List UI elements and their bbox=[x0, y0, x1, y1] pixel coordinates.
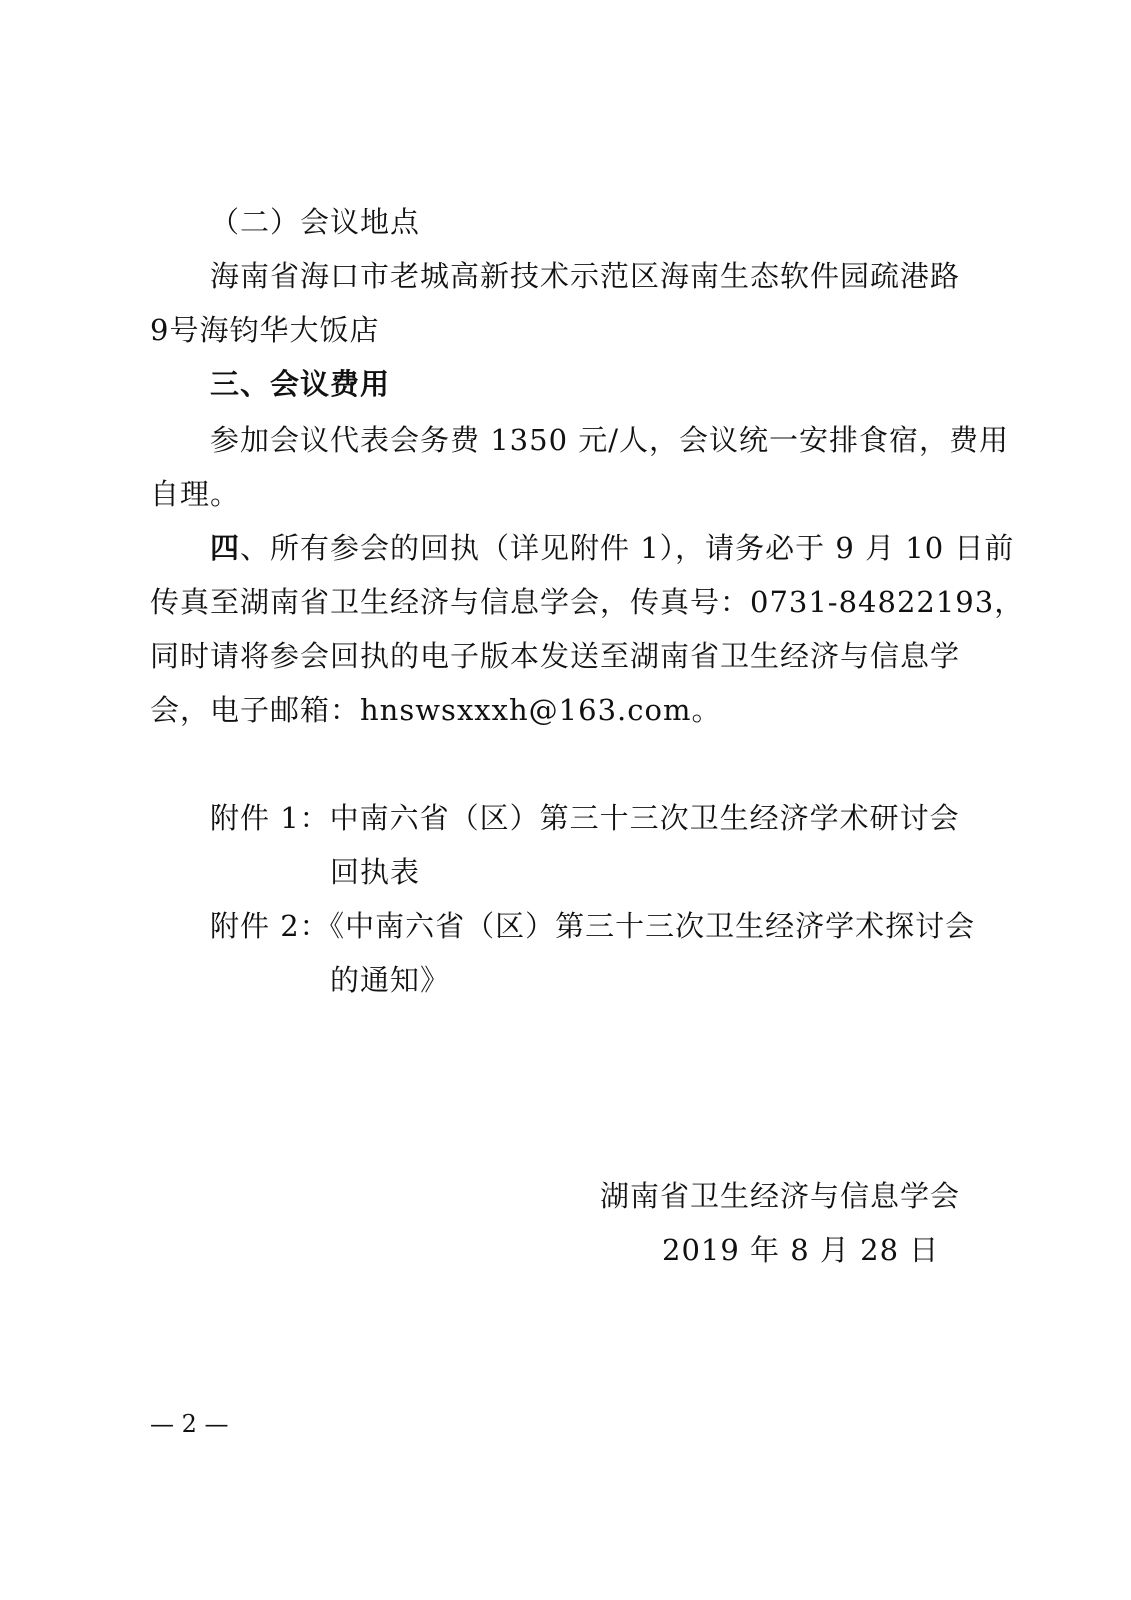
attachment-2-line-1: 附件 2：《中南六省（区）第三十三次卫生经济学术探讨会 bbox=[210, 909, 976, 943]
attachment-2-line-2: 的通知》 bbox=[330, 963, 451, 997]
attachment-1-line-2: 回执表 bbox=[330, 855, 421, 889]
page-number: — 2 — bbox=[150, 1410, 229, 1438]
section2-heading: （二）会议地点 bbox=[210, 205, 421, 239]
attachment-1-line-1: 附件 1：中南六省（区）第三十三次卫生经济学术研讨会 bbox=[210, 801, 960, 835]
address-line-1: 海南省海口市老城高新技术示范区海南生态软件园疏港路 bbox=[210, 259, 961, 293]
address-line-2: 9号海钧华大饭店 bbox=[150, 313, 380, 347]
signature-date: 2019 年 8 月 28 日 bbox=[662, 1233, 940, 1267]
section4-heading: 四 bbox=[210, 531, 241, 565]
receipt-text-line-1: 、所有参会的回执（详见附件 1），请务必于 9 月 10 日前 bbox=[240, 531, 1015, 565]
signature-organization: 湖南省卫生经济与信息学会 bbox=[600, 1179, 961, 1213]
fee-line-2: 自理。 bbox=[150, 477, 241, 511]
email-line: 会，电子邮箱：hnswsxxxh@163.com。 bbox=[150, 693, 722, 727]
fax-line: 传真至湖南省卫生经济与信息学会，传真号：0731-84822193， bbox=[150, 585, 1025, 619]
receipt-paragraph-line-1 bbox=[210, 528, 1014, 568]
section3-heading: 三、会议费用 bbox=[210, 367, 391, 401]
fee-line-1: 参加会议代表会务费 1350 元/人，会议统一安排食宿，费用 bbox=[210, 423, 1010, 457]
email-instruction-line: 同时请将参会回执的电子版本发送至湖南省卫生经济与信息学 bbox=[150, 639, 961, 673]
